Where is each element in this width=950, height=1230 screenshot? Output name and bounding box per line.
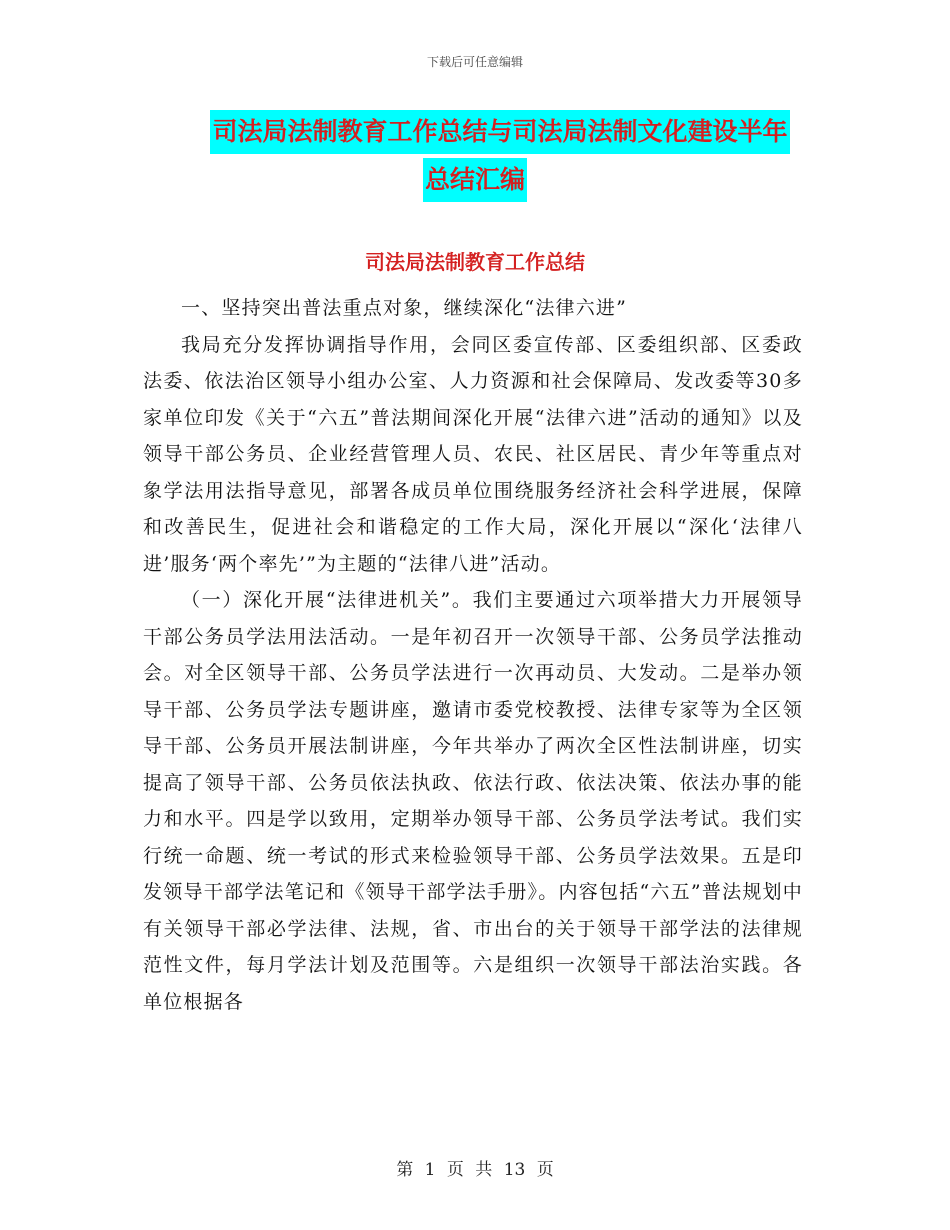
paragraph-heading: 一、坚持突出普法重点对象，继续深化“法律六进” xyxy=(181,297,628,319)
body-text xyxy=(143,290,803,1020)
paragraph: 我局充分发挥协调指导作用，会同区委宣传部、区委组织部、区委政法委、依法治区领导小组办公室、人力资源和社会保障局、发改委等30多家单位印发《关于“六五”普法期间深化开展“法律六进”活动的通知》以及领导干部公务员、企业经营管理人员、农民、社区居民、青少年等重点对象学法用法指导意见，部署各成员单位围绕服务经济社会科学进展，保障和改善民生，促进社会和谐稳定的工作大局，深化开展以“深化‘法律八进’服务‘两个率先’”为主题的“法律八进”活动。 xyxy=(143,333,803,575)
section-title: 司法局法制教育工作总结 xyxy=(365,250,585,274)
paragraph: （一）深化开展“法律进机关”。我们主要通过六项举措大力开展领导干部公务员学法用法活动。一是年初召开一次领导干部、公务员学法推动会。对全区领导干部、公务员学法进行一次再动员、大发动。二是举办领导干部、公务员学法专题讲座，邀请市委党校教授、法律专家等为全区领导干部、公务员开展法制讲座，今年共举办了两次全区性法制讲座，切实提高了领导干部、公务员依法执政、依法行政、依法决策、依法办事的能力和水平。四是学以致用，定期举办领导干部、公务员学法考试。我们实行统一命题、统一考试的形式来检验领导干部、公务员学法效果。五是印发领导干部学法笔记和《领导干部学法手册》。内容包括“六五”普法规划中有关领导干部必学法律、法规，省、市出台的关于领导干部学法的法律规范性文件，每月学法计划及范围等。六是组织一次领导干部法治实践。各单位根据各 xyxy=(143,589,803,1013)
title-line-1: 司法局法制教育工作总结与司法局法制文化建设半年 xyxy=(210,110,789,154)
title-line-2: 总结汇编 xyxy=(423,158,527,202)
header-note: 下载后可任意编辑 xyxy=(426,55,523,69)
page-footer: 第 1 页 共 13 页 xyxy=(396,1160,554,1180)
document-title xyxy=(0,108,950,204)
